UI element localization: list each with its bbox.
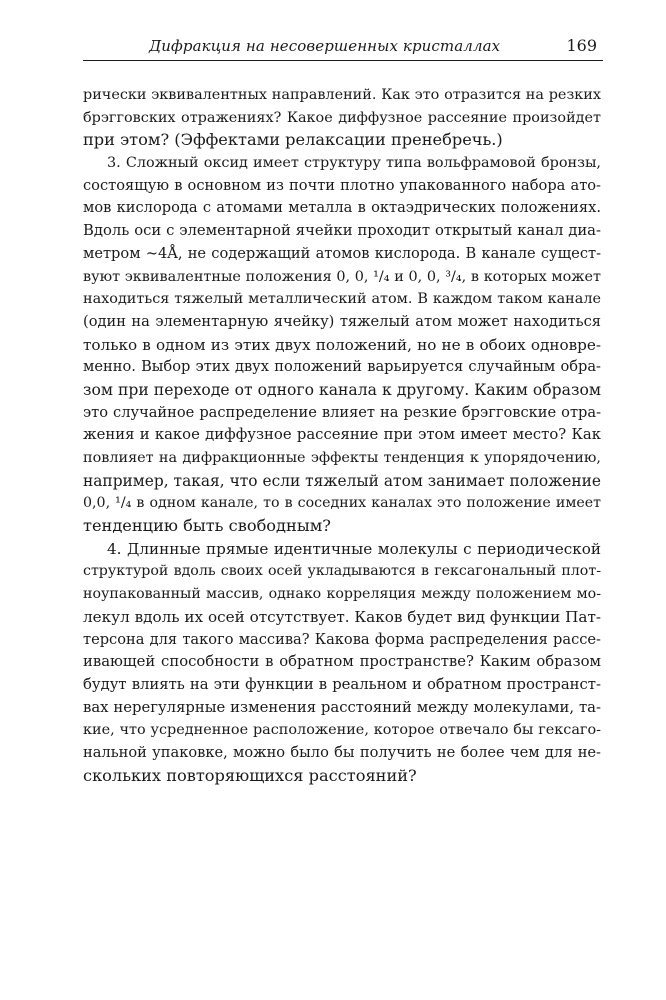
text-line: например, такая, что если тяжелый атом занимает положение: [83, 471, 601, 490]
text-line: менно. Выбор этих двух положений варьируется случайным обра-: [83, 358, 601, 376]
text-line: мов кислорода с атомами металла в октаэдрических положениях.: [83, 199, 601, 217]
text-line: 0,0, ¹/₄ в одном канале, то в соседних каналах это положение имеет: [83, 495, 601, 512]
text-line: (один на элементарную ячейку) тяжелый атом может находиться: [83, 312, 601, 330]
text-line: вах нерегулярные изменения расстояний между молекулами, та-: [83, 698, 601, 716]
text-line: ивающей способности в обратном пространстве? Каким образом: [83, 653, 601, 671]
text-line: тенденцию быть свободным?: [83, 516, 331, 536]
text-line: лекул вдоль их осей отсутствует. Каков будет вид функции Пат-: [83, 607, 601, 626]
text-line: рически эквивалентных направлений. Как это отразится на резких: [83, 87, 601, 103]
text-line: вуют эквивалентные положения 0, 0, ¹/₄ и 0, 0, ³/₄, в которых может: [83, 268, 601, 285]
text-line: состоящую в основном из почти плотно упакованного набора ато-: [83, 176, 601, 194]
text-line: при этом? (Эффектами релаксации пренебречь.): [83, 130, 503, 150]
text-line: повлияет на дифракционные эффекты тенденция к упорядочению,: [83, 450, 601, 466]
text-line: кие, что усредненное расположение, которое отвечало бы гексаго-: [83, 722, 601, 739]
problem-4-start-line: 4. Длинные прямые идентичные молекулы с периодической: [107, 539, 601, 558]
text-line: метром ~4Å, не содержащий атомов кислорода. В канале сущест-: [83, 244, 601, 262]
body-text: [83, 84, 601, 787]
text-line: зом при переходе от одного канала к другому. Каким образом: [83, 380, 601, 399]
text-line: Вдоль оси c элементарной ячейки проходит открытый канал диа-: [83, 222, 601, 240]
text-line: скольких повторяющихся расстояний?: [83, 765, 417, 785]
text-line: находиться тяжелый металлический атом. В каждом таком канале: [83, 291, 601, 308]
text-line: это случайное распределение влияет на резкие брэгговские отра-: [83, 403, 601, 421]
text-line: будут влиять на эти функции в реальном и обратном пространст-: [83, 675, 601, 693]
text-line: терсона для такого массива? Какова форма распределения рассе-: [83, 630, 601, 648]
running-title: Дифракция на несовершенных кристаллах: [149, 37, 501, 55]
text-line: жения и какое диффузное рассеяние при этом имеет место? Как: [83, 426, 601, 444]
problem-3-start-line: 3. Сложный оксид имеет структуру типа вольфрамовой бронзы,: [107, 155, 601, 172]
page-header: [83, 34, 603, 61]
text-line: брэгговских отражениях? Какое диффузное рассеяние произойдет: [83, 109, 601, 126]
text-line: ноупакованный массив, однако корреляция между положением мо-: [83, 586, 601, 603]
page-number: 169: [566, 36, 597, 55]
text-line: только в одном из этих двух положений, но не в обоих одновре-: [83, 335, 601, 354]
text-line: нальной упаковке, можно было бы получить не более чем для не-: [83, 743, 601, 761]
text-line: структурой вдоль своих осей укладываются в гексагональный плот-: [83, 563, 601, 580]
